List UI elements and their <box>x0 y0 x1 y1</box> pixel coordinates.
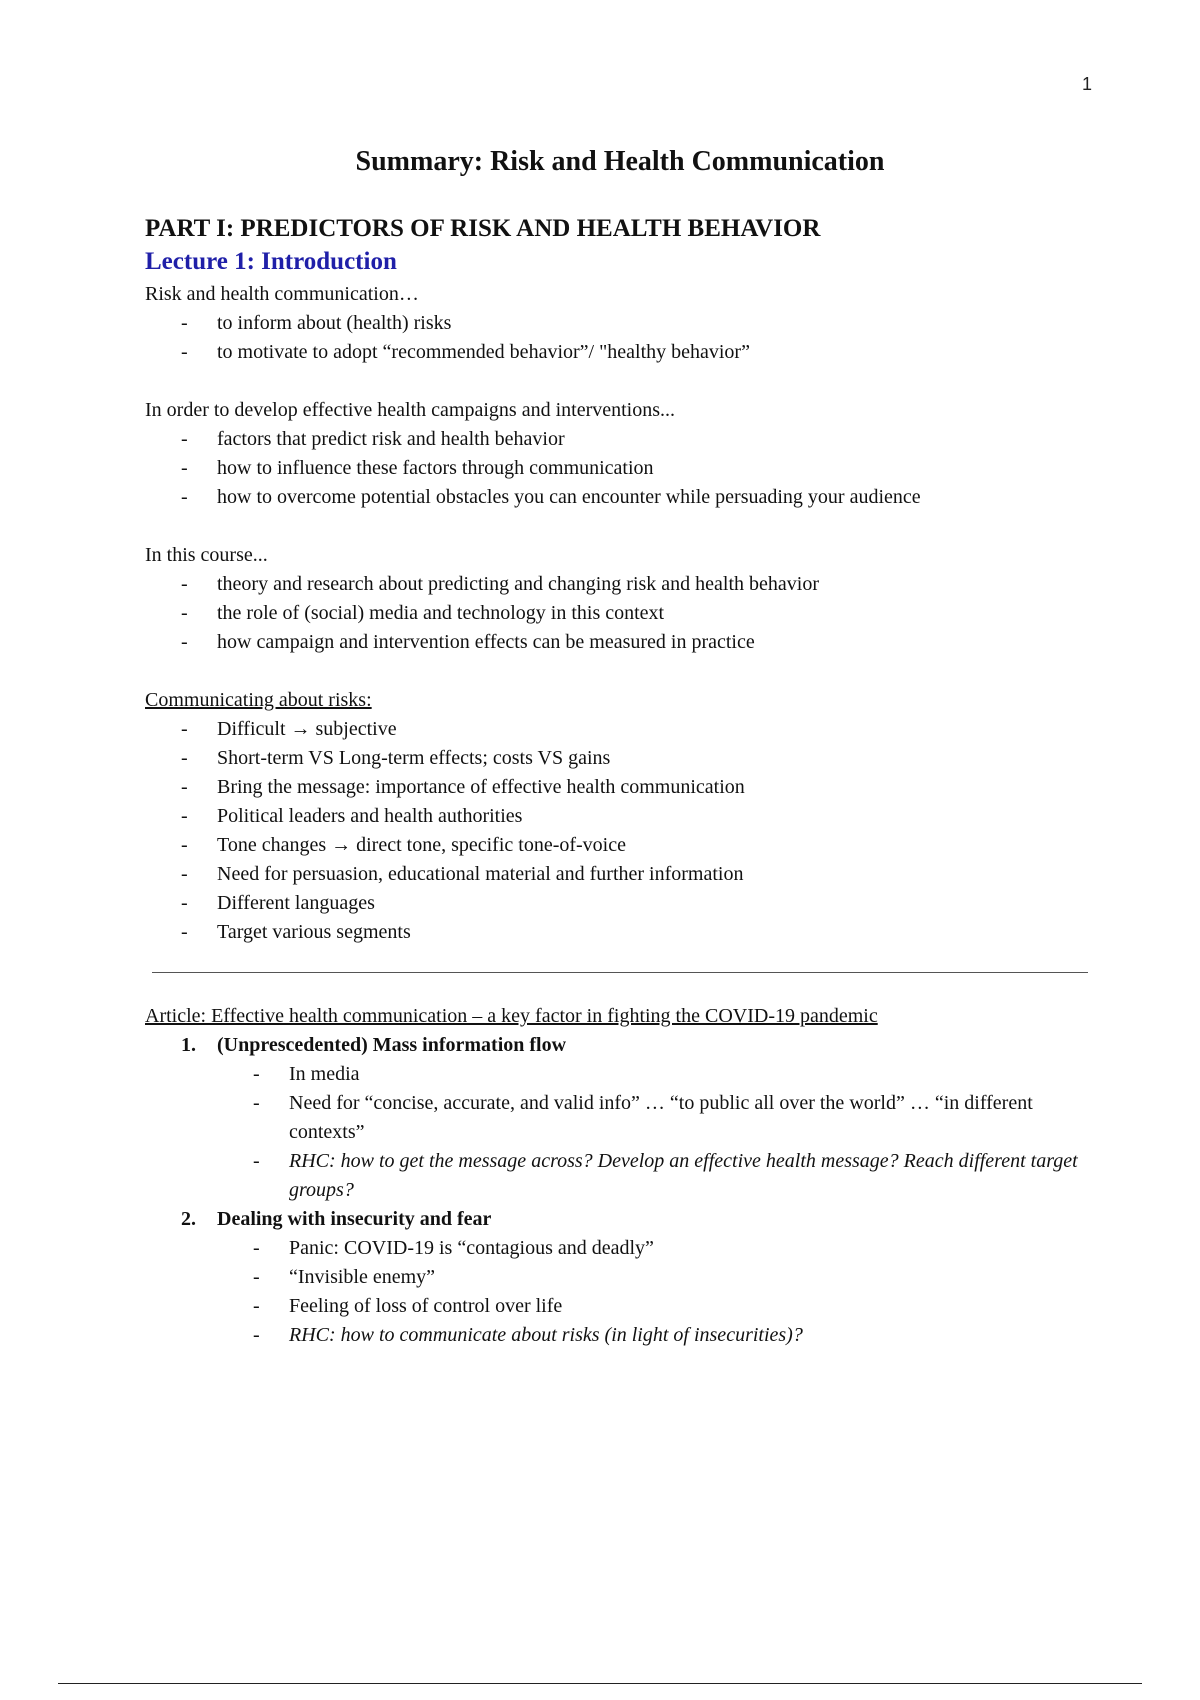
list-item: - Target various segments <box>181 918 1085 947</box>
list-item: - Short-term VS Long-term effects; costs VS gains <box>181 744 1085 773</box>
point-number: 1. <box>181 1034 196 1056</box>
list-item: - Political leaders and health authorities <box>181 802 1085 831</box>
list-item: - RHC: how to get the message across? Develop an effective health message? Reach different target groups? <box>253 1147 1085 1205</box>
list-item: - In media <box>253 1060 1085 1089</box>
list-item: - Difficult → subjective <box>181 715 1085 744</box>
list-item: - “Invisible enemy” <box>253 1263 1085 1292</box>
list-item: - the role of (social) media and technology in this context <box>181 599 1085 628</box>
part-heading: PART I: PREDICTORS OF RISK AND HEALTH BEHAVIOR <box>145 215 821 242</box>
risks-list <box>145 715 1085 947</box>
list-item: - Need for persuasion, educational material and further information <box>181 860 1085 889</box>
point-title: Dealing with insecurity and fear <box>217 1208 492 1230</box>
list-item: - Feeling of loss of control over life <box>253 1292 1085 1321</box>
article-points <box>145 1031 1085 1350</box>
list-item: - Need for “concise, accurate, and valid info” … “to public all over the world” … “in different contexts” <box>253 1089 1085 1147</box>
list-item: - Different languages <box>181 889 1085 918</box>
course-list <box>145 570 1085 657</box>
list-item: - theory and research about predicting and changing risk and health behavior <box>181 570 1085 599</box>
list-item: - Panic: COVID-19 is “contagious and deadly” <box>253 1234 1085 1263</box>
article-point <box>181 1031 1085 1205</box>
document-body <box>145 212 1085 1350</box>
article-point <box>181 1205 1085 1350</box>
intro-heading: Risk and health communication… <box>145 283 419 305</box>
campaigns-list <box>145 425 1085 512</box>
list-item: - how campaign and intervention effects can be measured in practice <box>181 628 1085 657</box>
lecture-heading: Lecture 1: Introduction <box>145 248 397 275</box>
point-title: (Unprescedented) Mass information flow <box>217 1034 567 1056</box>
intro-list <box>145 309 1085 367</box>
campaigns-heading: In order to develop effective health campaigns and interventions... <box>145 399 675 421</box>
list-item: - Bring the message: importance of effective health communication <box>181 773 1085 802</box>
list-item: - RHC: how to communicate about risks (in light of insecurities)? <box>253 1321 1085 1350</box>
list-item: - Tone changes → direct tone, specific tone-of-voice <box>181 831 1085 860</box>
list-item: - to motivate to adopt “recommended behavior”/ "healthy behavior” <box>181 338 1085 367</box>
point-number: 2. <box>181 1208 196 1230</box>
page-number: 1 <box>1081 74 1092 94</box>
course-heading: In this course... <box>145 544 268 566</box>
point-sublist <box>217 1060 1085 1205</box>
list-item: - how to influence these factors through communication <box>181 454 1085 483</box>
point-sublist <box>217 1234 1085 1350</box>
risks-heading: Communicating about risks: <box>145 689 372 711</box>
article-heading: Article: Effective health communication – a key factor in fighting the COVID-19 pandemic <box>145 1005 878 1027</box>
list-item: - factors that predict risk and health behavior <box>181 425 1085 454</box>
page-bottom-divider <box>58 1683 1142 1684</box>
document-title: Summary: Risk and Health Communication <box>355 146 885 177</box>
list-item: - how to overcome potential obstacles you can encounter while persuading your audience <box>181 483 1085 512</box>
list-item: - to inform about (health) risks <box>181 309 1085 338</box>
